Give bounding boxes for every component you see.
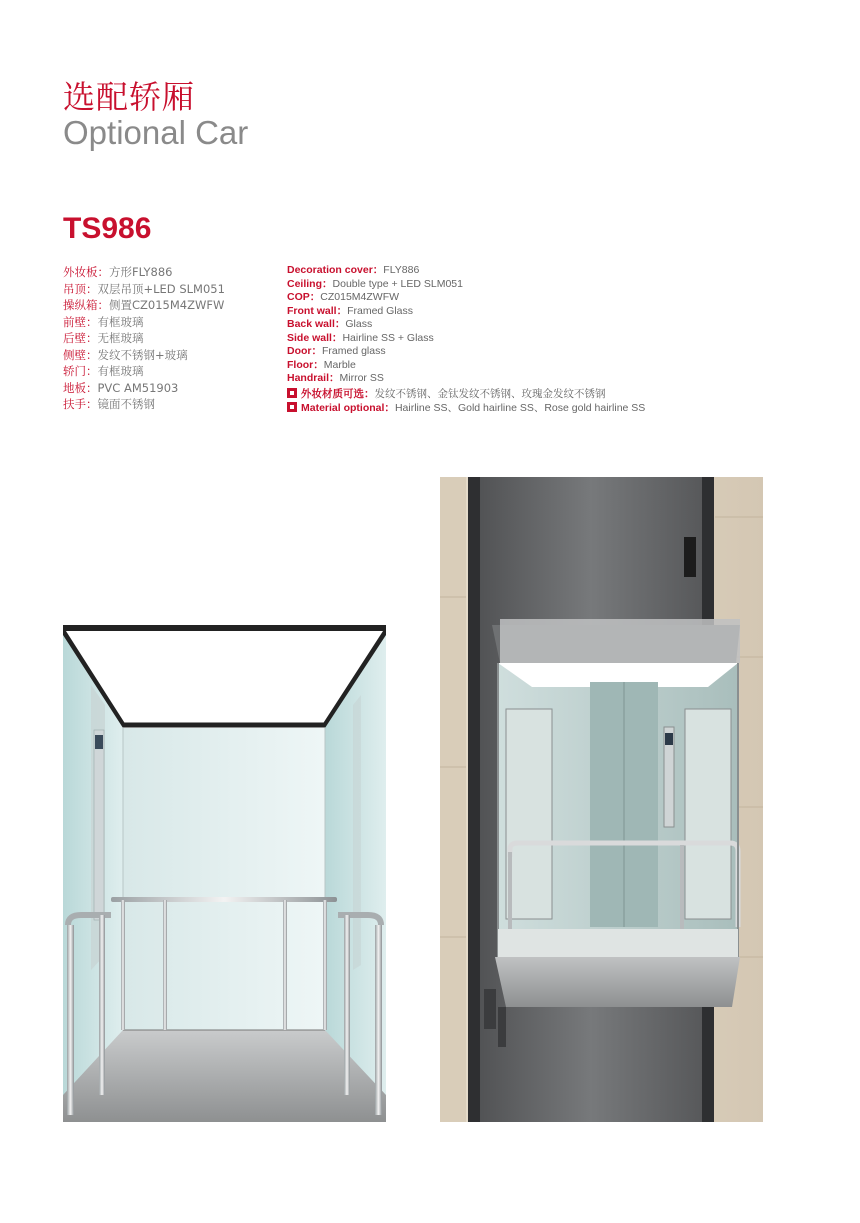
material-option-en: Material optional：Hairline SS、Gold hairline SS、Rose gold hairline SS [287, 401, 707, 416]
car-exterior-illustration [440, 477, 763, 1122]
spec-row: Decoration cover：FLY886 [287, 264, 420, 276]
spec-row: 操纵箱：侧置CZ015M4ZWFW [63, 298, 225, 312]
spec-row: Front wall：Framed Glass [287, 304, 414, 317]
car-interior-image [63, 625, 386, 1122]
spec-row: 前壁：有框玻璃 [63, 314, 144, 329]
spec-row: Ceiling：Double type + LED SLM051 [287, 277, 463, 290]
material-option-cn: 外妆材质可选：发纹不锈钢、金钛发纹不锈钢、玫瑰金发纹不锈钢 [287, 387, 707, 402]
spec-row: Floor：Marble [287, 358, 356, 371]
spec-list-cn [63, 264, 283, 413]
spec-row: Handrail：Mirror SS [287, 372, 384, 384]
bullet-box-icon [287, 388, 297, 398]
car-interior-illustration [63, 625, 386, 1122]
spec-row: 后壁：无框玻璃 [63, 331, 144, 345]
spec-row: Side wall：Hairline SS + Glass [287, 331, 434, 344]
spec-row: COP：CZ015M4ZWFW [287, 291, 400, 303]
spec-row: 外妆板：方形FLY886 [63, 265, 173, 279]
page-title-en: Optional Car [63, 114, 249, 151]
spec-list-en [287, 264, 707, 416]
model-number: TS986 [63, 212, 152, 245]
spec-row: 地板：PVC AM51903 [63, 380, 179, 395]
spec-row: 吊顶：双层吊顶+LED SLM051 [63, 281, 225, 296]
spec-row: 扶手：镜面不锈钢 [63, 397, 155, 411]
spec-row: Door：Framed glass [287, 345, 386, 357]
spec-row: 轿门：有框玻璃 [63, 364, 144, 378]
spec-row: 侧壁：发纹不锈钢+玻璃 [63, 347, 188, 362]
bullet-box-icon [287, 402, 297, 412]
spec-row: Back wall：Glass [287, 318, 373, 330]
page-title-cn: 选配轿厢 [63, 78, 196, 116]
car-exterior-image [440, 477, 763, 1122]
